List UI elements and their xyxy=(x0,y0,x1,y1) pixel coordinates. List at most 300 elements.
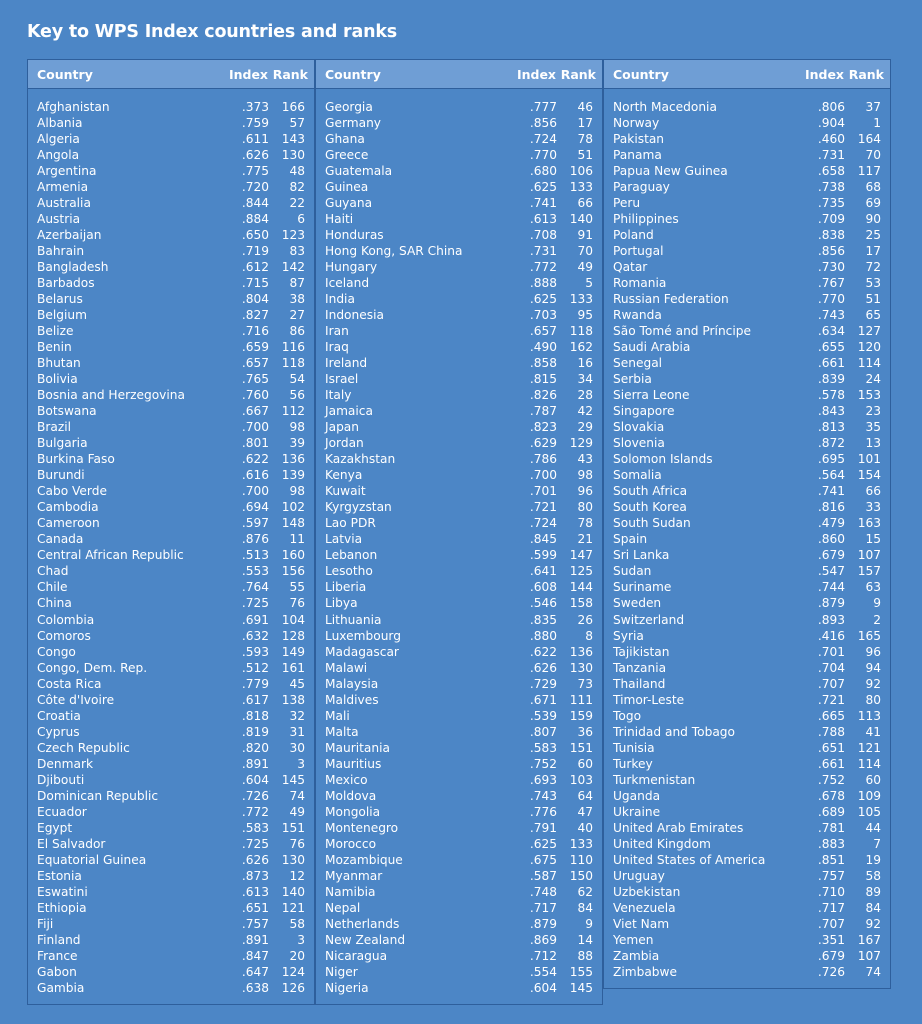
rank-cell: 24 xyxy=(865,372,881,387)
rank-cell: 151 xyxy=(569,740,593,755)
country-cell: Belize xyxy=(37,324,74,339)
rank-cell: 101 xyxy=(857,452,881,467)
index-cell: .731 xyxy=(817,148,845,163)
rank-cell: 156 xyxy=(281,564,305,579)
table-row xyxy=(316,563,602,579)
rank-cell: 126 xyxy=(281,980,305,995)
table-row xyxy=(316,788,602,804)
rank-cell: 124 xyxy=(281,964,305,979)
rank-cell: 47 xyxy=(577,804,593,819)
page-title: Key to WPS Index countries and ranks xyxy=(27,22,397,42)
country-cell: Bolivia xyxy=(37,372,78,387)
country-cell: Algeria xyxy=(37,132,80,147)
index-cell: .694 xyxy=(241,500,269,515)
rank-cell: 80 xyxy=(577,500,593,515)
index-cell: .721 xyxy=(529,500,557,515)
country-cell: Ecuador xyxy=(37,804,87,819)
rank-cell: 6 xyxy=(297,212,305,227)
rank-cell: 41 xyxy=(865,724,881,739)
index-cell: .838 xyxy=(817,228,845,243)
table-row xyxy=(316,676,602,692)
rank-cell: 130 xyxy=(281,148,305,163)
table-row xyxy=(28,772,314,788)
table-row xyxy=(316,612,602,628)
index-cell: .650 xyxy=(241,228,269,243)
rank-cell: 128 xyxy=(281,628,305,643)
country-cell: Venezuela xyxy=(613,900,676,915)
table-row xyxy=(316,579,602,595)
country-cell: Estonia xyxy=(37,868,82,883)
table-row xyxy=(316,371,602,387)
rank-cell: 70 xyxy=(577,244,593,259)
index-cell: .748 xyxy=(529,884,557,899)
index-cell: .712 xyxy=(529,948,557,963)
country-cell: Tunisia xyxy=(613,740,655,755)
rank-cell: 9 xyxy=(873,596,881,611)
table-row xyxy=(28,163,314,179)
country-cell: Nigeria xyxy=(325,980,369,995)
country-cell: Poland xyxy=(613,228,654,243)
country-cell: New Zealand xyxy=(325,932,406,947)
country-cell: Ethiopia xyxy=(37,900,87,915)
country-cell: Hong Kong, SAR China xyxy=(325,244,463,259)
index-cell: .816 xyxy=(817,500,845,515)
country-cell: Gambia xyxy=(37,980,85,995)
rank-cell: 86 xyxy=(289,324,305,339)
country-cell: Eswatini xyxy=(37,884,88,899)
country-cell: Somalia xyxy=(613,468,662,483)
index-cell: .599 xyxy=(529,548,557,563)
rank-cell: 63 xyxy=(865,580,881,595)
rank-cell: 112 xyxy=(281,404,305,419)
country-cell: Singapore xyxy=(613,404,675,419)
index-cell: .416 xyxy=(817,628,845,643)
rank-cell: 103 xyxy=(569,772,593,787)
country-cell: Bosnia and Herzegovina xyxy=(37,388,185,403)
rank-cell: 76 xyxy=(289,836,305,851)
index-cell: .741 xyxy=(817,484,845,499)
table-row xyxy=(28,579,314,595)
rank-cell: 7 xyxy=(873,836,881,851)
country-cell: Botswana xyxy=(37,404,97,419)
country-cell: Syria xyxy=(613,628,644,643)
table-row xyxy=(604,531,890,547)
rank-cell: 110 xyxy=(569,852,593,867)
rank-cell: 48 xyxy=(289,164,305,179)
table-row xyxy=(316,387,602,403)
rank-cell: 129 xyxy=(569,436,593,451)
rank-cell: 49 xyxy=(577,260,593,275)
index-cell: .658 xyxy=(817,164,845,179)
country-cell: Cameroon xyxy=(37,516,100,531)
index-cell: .743 xyxy=(817,308,845,323)
country-cell: Tanzania xyxy=(613,660,667,675)
rank-cell: 120 xyxy=(857,340,881,355)
table-body xyxy=(28,89,314,996)
rank-cell: 94 xyxy=(865,660,881,675)
rank-cell: 154 xyxy=(857,468,881,483)
table-row xyxy=(28,740,314,756)
table-row xyxy=(604,595,890,611)
index-cell: .858 xyxy=(529,356,557,371)
country-cell: United Arab Emirates xyxy=(613,820,744,835)
rank-cell: 118 xyxy=(569,324,593,339)
rank-cell: 9 xyxy=(585,916,593,931)
rank-cell: 26 xyxy=(577,612,593,627)
rank-cell: 138 xyxy=(281,692,305,707)
index-cell: .823 xyxy=(529,420,557,435)
index-cell: .616 xyxy=(241,468,269,483)
index-cell: .804 xyxy=(241,292,269,307)
table-row xyxy=(28,660,314,676)
table-row xyxy=(28,852,314,868)
rank-cell: 150 xyxy=(569,868,593,883)
table-row xyxy=(28,547,314,563)
rank-cell: 89 xyxy=(865,884,881,899)
table-row xyxy=(316,740,602,756)
rank-cell: 53 xyxy=(865,276,881,291)
index-cell: .731 xyxy=(529,244,557,259)
rank-cell: 1 xyxy=(873,116,881,131)
table-row xyxy=(28,387,314,403)
index-cell: .547 xyxy=(817,564,845,579)
country-cell: Cyprus xyxy=(37,724,80,739)
rank-cell: 51 xyxy=(577,148,593,163)
rank-cell: 121 xyxy=(281,900,305,915)
country-cell: Brazil xyxy=(37,420,72,435)
country-cell: Azerbaijan xyxy=(37,228,102,243)
table-row xyxy=(316,836,602,852)
rank-cell: 35 xyxy=(865,420,881,435)
table-row xyxy=(604,724,890,740)
index-cell: .872 xyxy=(817,436,845,451)
table-row xyxy=(316,916,602,932)
index-cell: .738 xyxy=(817,180,845,195)
index-cell: .671 xyxy=(529,692,557,707)
table-row xyxy=(316,115,602,131)
table-row xyxy=(316,964,602,980)
table-row xyxy=(28,756,314,772)
index-cell: .869 xyxy=(529,932,557,947)
rank-cell: 158 xyxy=(569,596,593,611)
table-row xyxy=(604,612,890,628)
country-cell: Ukraine xyxy=(613,804,661,819)
country-cell: Moldova xyxy=(325,788,377,803)
country-cell: Zimbabwe xyxy=(613,964,678,979)
index-cell: .752 xyxy=(529,756,557,771)
index-cell: .460 xyxy=(817,132,845,147)
country-cell: Sri Lanka xyxy=(613,548,670,563)
index-cell: .632 xyxy=(241,628,269,643)
index-cell: .613 xyxy=(241,884,269,899)
rank-cell: 15 xyxy=(865,532,881,547)
rank-cell: 66 xyxy=(577,196,593,211)
index-cell: .700 xyxy=(529,468,557,483)
country-cell: United Kingdom xyxy=(613,836,711,851)
index-cell: .726 xyxy=(817,964,845,979)
index-cell: .779 xyxy=(241,676,269,691)
index-cell: .479 xyxy=(817,516,845,531)
country-cell: Congo, Dem. Rep. xyxy=(37,660,148,675)
index-cell: .539 xyxy=(529,708,557,723)
country-cell: Uruguay xyxy=(613,868,665,883)
table-row xyxy=(28,115,314,131)
index-cell: .725 xyxy=(241,596,269,611)
rank-cell: 96 xyxy=(577,484,593,499)
table-row xyxy=(28,323,314,339)
index-cell: .612 xyxy=(241,260,269,275)
table-column-1 xyxy=(27,59,315,1005)
rank-cell: 102 xyxy=(281,500,305,515)
rank-cell: 92 xyxy=(865,676,881,691)
rank-cell: 69 xyxy=(865,196,881,211)
table-row xyxy=(316,275,602,291)
index-cell: .604 xyxy=(241,772,269,787)
rank-cell: 144 xyxy=(569,580,593,595)
rank-cell: 23 xyxy=(865,404,881,419)
table-row xyxy=(28,788,314,804)
table-row xyxy=(604,99,890,115)
country-cell: Maldives xyxy=(325,692,379,707)
country-cell: Libya xyxy=(325,596,358,611)
rank-cell: 58 xyxy=(865,868,881,883)
index-cell: .820 xyxy=(241,740,269,755)
country-cell: Luxembourg xyxy=(325,628,401,643)
table-row xyxy=(316,419,602,435)
table-row xyxy=(316,644,602,660)
country-cell: Zambia xyxy=(613,948,660,963)
country-cell: Sierra Leone xyxy=(613,388,690,403)
country-cell: South Korea xyxy=(613,500,687,515)
rank-cell: 162 xyxy=(569,340,593,355)
table-row xyxy=(604,964,890,980)
rank-cell: 19 xyxy=(865,852,881,867)
country-cell: Georgia xyxy=(325,100,373,114)
rank-cell: 98 xyxy=(289,420,305,435)
country-cell: Philippines xyxy=(613,212,679,227)
rank-cell: 46 xyxy=(577,100,593,114)
country-cell: Slovakia xyxy=(613,420,665,435)
index-cell: .701 xyxy=(529,484,557,499)
rank-cell: 60 xyxy=(865,772,881,787)
table-row xyxy=(316,628,602,644)
table-row xyxy=(604,275,890,291)
index-cell: .719 xyxy=(241,244,269,259)
country-cell: Lesotho xyxy=(325,564,373,579)
rank-cell: 14 xyxy=(577,932,593,947)
index-cell: .638 xyxy=(241,980,269,995)
table-row xyxy=(604,772,890,788)
country-cell: Rwanda xyxy=(613,308,662,323)
table-row xyxy=(604,339,890,355)
rank-cell: 165 xyxy=(857,628,881,643)
index-cell: .717 xyxy=(817,900,845,915)
table-row xyxy=(316,531,602,547)
table-row xyxy=(316,451,602,467)
country-cell: Jamaica xyxy=(325,404,373,419)
country-cell: South Africa xyxy=(613,484,688,499)
index-cell: .879 xyxy=(529,916,557,931)
country-cell: Burundi xyxy=(37,468,85,483)
table-row xyxy=(316,323,602,339)
index-cell: .553 xyxy=(241,564,269,579)
rank-cell: 130 xyxy=(569,660,593,675)
index-cell: .770 xyxy=(529,148,557,163)
index-cell: .373 xyxy=(241,100,269,114)
table-header xyxy=(28,60,314,89)
table-row xyxy=(604,628,890,644)
rank-cell: 60 xyxy=(577,756,593,771)
table-row xyxy=(316,227,602,243)
country-cell: Haiti xyxy=(325,212,354,227)
index-cell: .661 xyxy=(817,756,845,771)
country-cell: Iran xyxy=(325,324,349,339)
header-country: Country xyxy=(325,66,381,82)
index-cell: .720 xyxy=(241,180,269,195)
rank-cell: 16 xyxy=(577,356,593,371)
country-cell: Guyana xyxy=(325,196,373,211)
index-cell: .724 xyxy=(529,516,557,531)
rank-cell: 21 xyxy=(577,532,593,547)
index-cell: .775 xyxy=(241,164,269,179)
rank-cell: 96 xyxy=(865,644,881,659)
rank-cell: 125 xyxy=(569,564,593,579)
rank-cell: 3 xyxy=(297,932,305,947)
rank-cell: 118 xyxy=(281,356,305,371)
index-cell: .839 xyxy=(817,372,845,387)
index-cell: .651 xyxy=(817,740,845,755)
rank-cell: 111 xyxy=(569,692,593,707)
index-cell: .818 xyxy=(241,708,269,723)
rank-cell: 42 xyxy=(577,404,593,419)
country-cell: Afghanistan xyxy=(37,100,110,114)
table-row xyxy=(604,243,890,259)
index-cell: .608 xyxy=(529,580,557,595)
table-row xyxy=(316,179,602,195)
table-row xyxy=(604,451,890,467)
index-cell: .752 xyxy=(817,772,845,787)
country-cell: Netherlands xyxy=(325,916,400,931)
country-cell: Iceland xyxy=(325,276,370,291)
country-cell: Serbia xyxy=(613,372,652,387)
country-cell: Mexico xyxy=(325,772,368,787)
index-cell: .693 xyxy=(529,772,557,787)
rank-cell: 40 xyxy=(577,820,593,835)
country-cell: Finland xyxy=(37,932,81,947)
country-cell: Malaysia xyxy=(325,676,379,691)
table-row xyxy=(28,804,314,820)
country-cell: Guinea xyxy=(325,180,369,195)
country-cell: Bangladesh xyxy=(37,260,109,275)
table-row xyxy=(604,515,890,531)
table-row xyxy=(28,275,314,291)
table-row xyxy=(28,499,314,515)
index-cell: .593 xyxy=(241,644,269,659)
country-cell: Japan xyxy=(325,420,359,435)
rank-cell: 95 xyxy=(577,308,593,323)
rank-cell: 109 xyxy=(857,788,881,803)
table-row xyxy=(316,163,602,179)
rank-cell: 51 xyxy=(865,292,881,307)
index-cell: .851 xyxy=(817,852,845,867)
country-cell: Liberia xyxy=(325,580,367,595)
country-cell: Comoros xyxy=(37,628,91,643)
rank-cell: 33 xyxy=(865,500,881,515)
rank-cell: 39 xyxy=(289,436,305,451)
country-cell: Kuwait xyxy=(325,484,366,499)
country-cell: Colombia xyxy=(37,612,95,627)
country-cell: São Tomé and Príncipe xyxy=(613,324,751,339)
index-cell: .661 xyxy=(817,356,845,371)
table-row xyxy=(28,307,314,323)
table-body xyxy=(604,89,890,980)
rank-cell: 166 xyxy=(281,100,305,114)
index-cell: .765 xyxy=(241,372,269,387)
index-cell: .707 xyxy=(817,676,845,691)
table-row xyxy=(316,932,602,948)
table-row xyxy=(28,227,314,243)
index-cell: .735 xyxy=(817,196,845,211)
table-row xyxy=(28,483,314,499)
country-cell: Djibouti xyxy=(37,772,85,787)
rank-cell: 161 xyxy=(281,660,305,675)
country-cell: Argentina xyxy=(37,164,97,179)
country-cell: Turkmenistan xyxy=(613,772,696,787)
index-cell: .726 xyxy=(241,788,269,803)
table-row xyxy=(604,660,890,676)
table-row xyxy=(316,259,602,275)
index-cell: .634 xyxy=(817,324,845,339)
table-row xyxy=(316,948,602,964)
table-row xyxy=(316,131,602,147)
table-row xyxy=(28,419,314,435)
country-cell: Ghana xyxy=(325,132,365,147)
country-cell: Mauritania xyxy=(325,740,390,755)
table-row xyxy=(604,467,890,483)
rank-cell: 140 xyxy=(281,884,305,899)
country-cell: Romania xyxy=(613,276,667,291)
table-row xyxy=(28,467,314,483)
table-row xyxy=(604,852,890,868)
table-row xyxy=(316,243,602,259)
index-cell: .806 xyxy=(817,100,845,114)
index-cell: .617 xyxy=(241,692,269,707)
rank-cell: 155 xyxy=(569,964,593,979)
country-cell: Kyrgyzstan xyxy=(325,500,392,515)
table-row xyxy=(316,403,602,419)
rank-cell: 3 xyxy=(297,756,305,771)
country-cell: Egypt xyxy=(37,820,73,835)
table-row xyxy=(316,852,602,868)
rank-cell: 70 xyxy=(865,148,881,163)
index-cell: .781 xyxy=(817,820,845,835)
country-cell: Trinidad and Tobago xyxy=(613,724,736,739)
table-row xyxy=(604,820,890,836)
rank-cell: 167 xyxy=(857,932,881,947)
rank-cell: 58 xyxy=(289,916,305,931)
country-cell: Paraguay xyxy=(613,180,670,195)
country-cell: Costa Rica xyxy=(37,676,102,691)
rank-cell: 91 xyxy=(577,228,593,243)
country-cell: Chile xyxy=(37,580,68,595)
header-rank: Rank xyxy=(560,66,596,82)
index-cell: .625 xyxy=(529,836,557,851)
rank-cell: 107 xyxy=(857,548,881,563)
country-cell: Timor-Leste xyxy=(613,692,685,707)
table-row xyxy=(28,948,314,964)
country-cell: Equatorial Guinea xyxy=(37,852,147,867)
rank-cell: 28 xyxy=(577,388,593,403)
